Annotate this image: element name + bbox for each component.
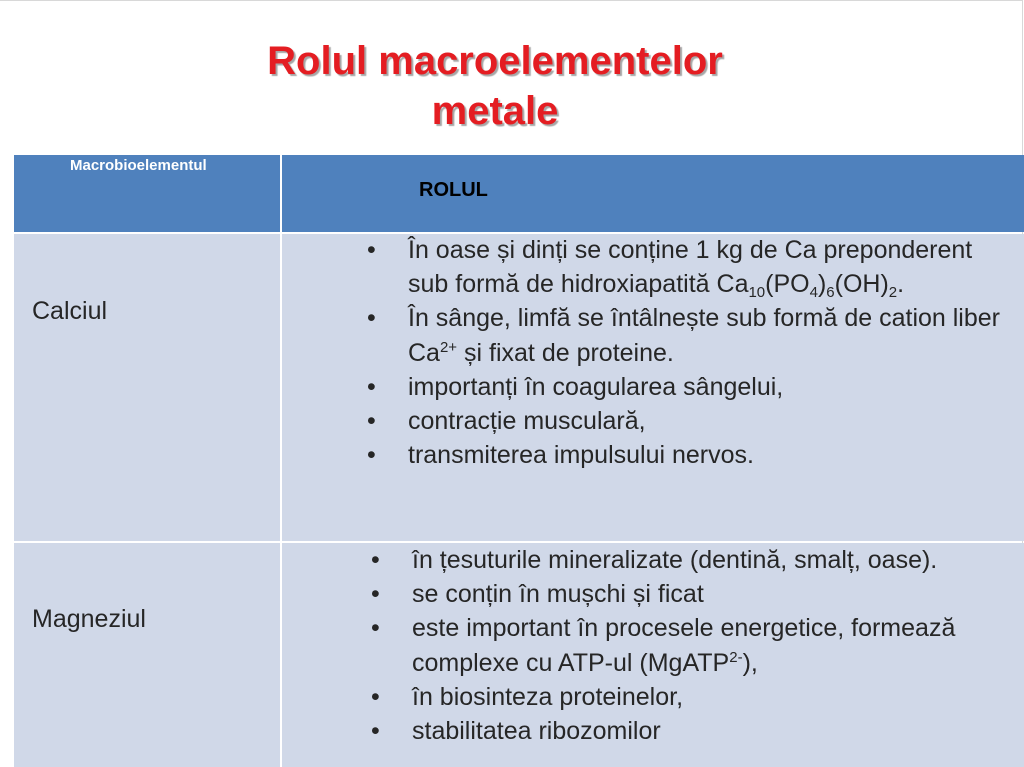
role-item: • se conțin în mușchi și ficat [371,577,1016,611]
role-item: • în biosinteza proteinelor, [371,680,1016,714]
element-name: Magneziul [32,605,146,633]
header-cell-element [14,155,282,232]
header-element-label: Macrobioelementul [70,157,207,174]
element-name: Calciul [32,297,108,325]
role-item: • contracție musculară, [367,404,1016,438]
role-cell [284,234,1024,541]
element-cell [14,234,282,541]
table-header-row [14,155,1024,232]
role-item: • importanți în coagularea sângelui, [367,370,1016,404]
table-row-magneziul [14,543,1024,767]
role-item: • În oase și dinți se conține 1 kg de Ca preponderent sub formă de hidroxiapatită $Ca_{10}(PO_4)_6(OH)_2$. [367,233,1016,301]
slide-title [0,36,990,136]
roles-table [14,155,1024,767]
role-item: • este important în procesele energetice, formează complexe cu ATP-ul (MgATP$^{2-}$), [371,611,1016,679]
header-cell-role [284,155,1024,232]
table-row-calciul [14,234,1024,541]
role-list [367,233,1016,472]
role-list [371,543,1016,748]
header-role-label: ROLUL [419,179,488,201]
element-cell [14,543,282,767]
title-line-1: Rolul macroelementelor [267,39,723,83]
title-line-2: metale [431,89,559,133]
role-item: • În sânge, limfă se întâlnește sub formă de cation liber $Ca^{2+}$ și fixat de proteine. [367,301,1016,369]
role-item: • transmiterea impulsului nervos. [367,438,1016,472]
role-item: • stabilitatea ribozomilor [371,714,1016,748]
role-cell [284,543,1024,767]
role-item: • în țesuturile mineralizate (dentină, smalț, oase). [371,543,1016,577]
